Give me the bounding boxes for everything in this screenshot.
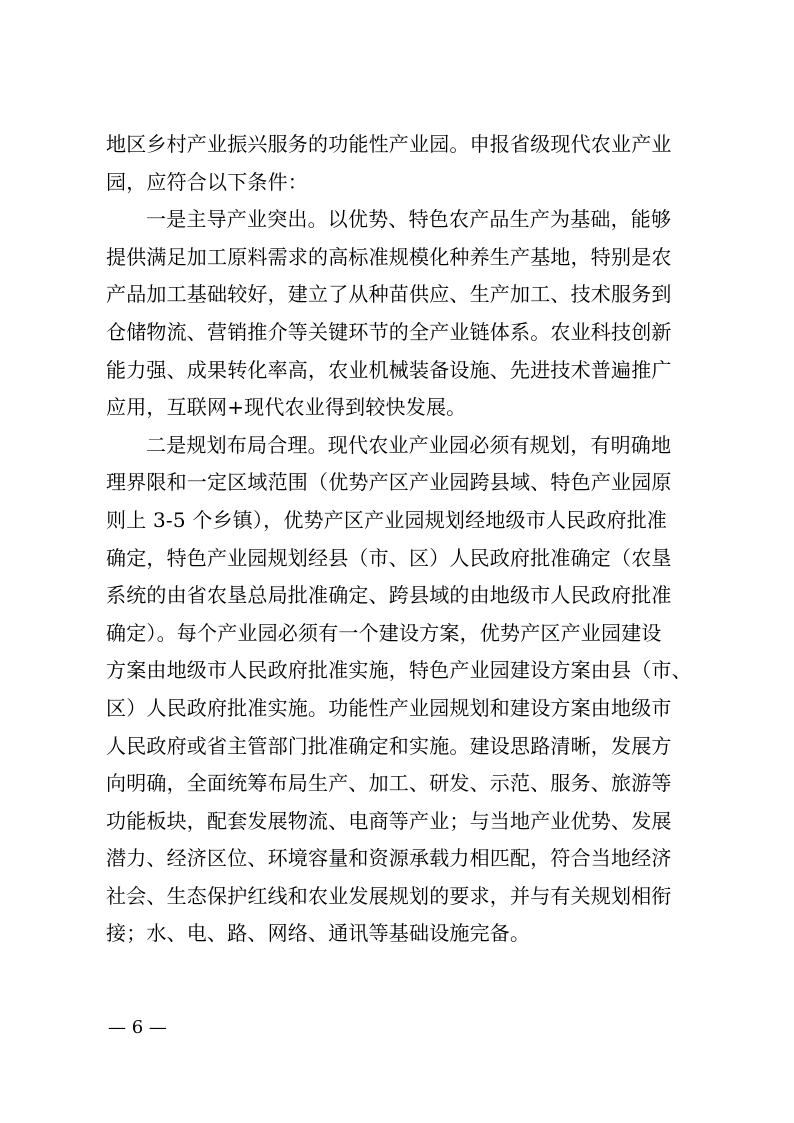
paragraph-first-line: 二是规划布局合理。现代农业产业园必须有规划，有明确地 [146, 432, 672, 457]
text-line: 区）人民政府批准实施。功能性产业园规划和建设方案由地级市 [106, 695, 672, 720]
text-line: 潜力、经济区位、环境容量和资源承载力相匹配，符合当地经济 [106, 846, 672, 871]
text-line: 人民政府或省主管部门批准确定和实施。建设思路清晰，发展方 [106, 733, 672, 758]
text-line: 确定）。每个产业园必须有一个建设方案，优势产区产业园建设 [106, 620, 662, 645]
paragraph-first-line: 一是主导产业突出。以优势、特色农产品生产为基础，能够 [146, 207, 672, 232]
text-line: 功能板块，配套发展物流、电商等产业；与当地产业优势、发展 [106, 808, 672, 833]
text-line: 确定，特色产业园规划经县（市、区）人民政府批准确定（农垦 [106, 545, 672, 570]
text-line: 提供满足加工原料需求的高标准规模化种养生产基地，特别是农 [106, 244, 672, 269]
text-line: 仓储物流、营销推介等关键环节的全产业链体系。农业科技创新 [106, 319, 672, 344]
text-line: 方案由地级市人民政府批准实施，特色产业园建设方案由县（市、 [106, 658, 692, 683]
text-line: 向明确，全面统筹布局生产、加工、研发、示范、服务、旅游等 [106, 771, 672, 796]
text-line: 系统的由省农垦总局批准确定、跨县域的由地级市人民政府批准 [106, 583, 672, 608]
text-line: 园，应符合以下条件： [106, 169, 308, 194]
text-line: 则上 3-5 个乡镇），优势产区产业园规划经地级市人民政府批准 [106, 507, 668, 532]
text-line: 社会、生态保护红线和农业发展规划的要求，并与有关规划相衔 [106, 883, 672, 908]
text-line: 应用，互联网+现代农业得到较快发展。 [106, 395, 467, 420]
text-line: 产品加工基础较好，建立了从种苗供应、生产加工、技术服务到 [106, 282, 672, 307]
text-line: 地区乡村产业振兴服务的功能性产业园。申报省级现代农业产业 [106, 132, 672, 156]
page-number: — 6 — [108, 1017, 167, 1038]
document-body [106, 126, 698, 953]
text-line: 接；水、电、路、网络、通讯等基础设施完备。 [106, 921, 531, 946]
text-line: 能力强、成果转化率高，农业机械装备设施、先进技术普遍推广 [106, 357, 672, 382]
text-line: 理界限和一定区域范围（优势产区产业园跨县域、特色产业园原 [106, 470, 672, 495]
